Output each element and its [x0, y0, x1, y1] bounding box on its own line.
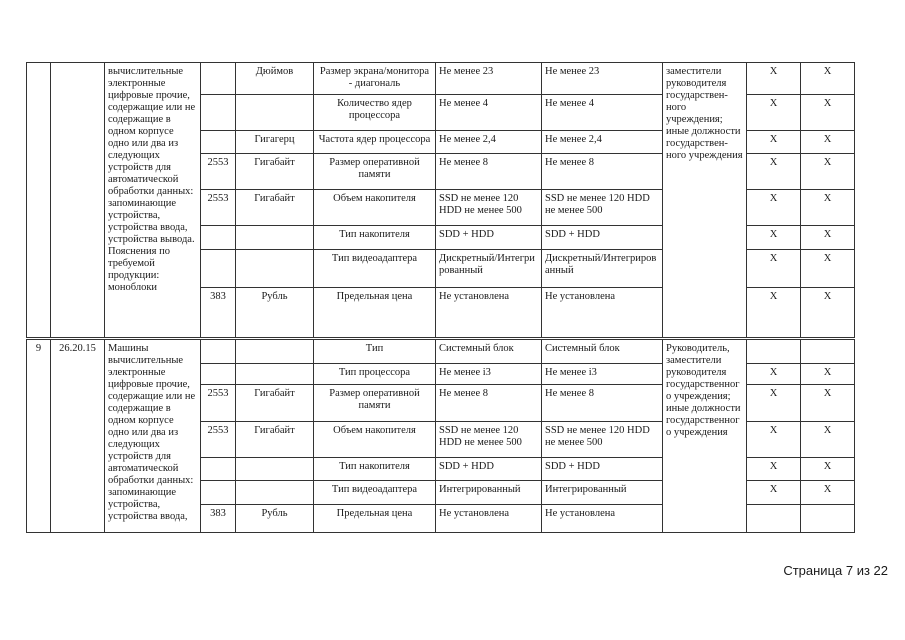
- value-established: Не установлена: [542, 288, 663, 338]
- deviation-justification-mark: X: [801, 458, 855, 481]
- item-number: 9: [27, 340, 51, 533]
- characteristic-name: Предельная цена: [314, 505, 436, 533]
- deviation-mark: X: [747, 364, 801, 385]
- okei-code: 2553: [201, 154, 236, 190]
- unit-name: [236, 458, 314, 481]
- okei-code: 2553: [201, 422, 236, 458]
- okei-code: [201, 250, 236, 288]
- unit-name: Рубль: [236, 505, 314, 533]
- deviation-justification-mark: X: [801, 288, 855, 338]
- okpd-code: [51, 63, 105, 338]
- table-row: [27, 340, 855, 364]
- deviation-justification-mark: X: [801, 226, 855, 250]
- value-established: Системный блок: [542, 340, 663, 364]
- unit-name: [236, 364, 314, 385]
- deviation-mark: X: [747, 154, 801, 190]
- unit-name: Дюймов: [236, 63, 314, 95]
- unit-name: Гигабайт: [236, 154, 314, 190]
- value-established: Не менее 8: [542, 154, 663, 190]
- characteristic-name: Количество ядер процессора: [314, 95, 436, 131]
- unit-name: Рубль: [236, 288, 314, 338]
- characteristic-name: Предельная цена: [314, 288, 436, 338]
- deviation-mark: X: [747, 190, 801, 226]
- value-approved: Не менее 2,4: [436, 131, 542, 154]
- value-approved: SDD + HDD: [436, 226, 542, 250]
- value-established: SDD + HDD: [542, 226, 663, 250]
- deviation-mark: X: [747, 95, 801, 131]
- okei-code: 2553: [201, 385, 236, 422]
- value-approved: Интегрированный: [436, 481, 542, 505]
- characteristic-name: Тип видеоадаптера: [314, 481, 436, 505]
- value-established: Не менее 4: [542, 95, 663, 131]
- value-established: Не менее 2,4: [542, 131, 663, 154]
- unit-name: [236, 340, 314, 364]
- characteristic-name: Объем накопителя: [314, 422, 436, 458]
- value-approved: Не установлена: [436, 505, 542, 533]
- okei-code: 2553: [201, 190, 236, 226]
- position-category: заместители руководителя государствен-ного учреждения; иные должности государствен-ного учреждения: [663, 63, 747, 338]
- unit-name: Гигагерц: [236, 131, 314, 154]
- okei-code: 383: [201, 288, 236, 338]
- value-established: SSD не менее 120 HDD не менее 500: [542, 190, 663, 226]
- characteristic-name: Тип накопителя: [314, 458, 436, 481]
- unit-name: Гигабайт: [236, 190, 314, 226]
- value-established: Не менее i3: [542, 364, 663, 385]
- value-established: Не менее 8: [542, 385, 663, 422]
- deviation-justification-mark: X: [801, 481, 855, 505]
- deviation-justification-mark: X: [801, 154, 855, 190]
- page-number: Страница 7 из 22: [783, 563, 888, 578]
- value-approved: Не менее 23: [436, 63, 542, 95]
- product-name: вычислительные электронные цифровые прочие, содержащие или не содержащие в одном корпусе одно или два из следующих устройств для автоматической обработки данных: запоминающие устройства, устройства ввода, устройства вывода. Пояснения по требуемой продукции: моноблоки: [105, 63, 201, 338]
- value-approved: Дискретный/Интегри рованный: [436, 250, 542, 288]
- value-established: SSD не менее 120 HDD не менее 500: [542, 422, 663, 458]
- deviation-justification-mark: X: [801, 364, 855, 385]
- deviation-mark: X: [747, 131, 801, 154]
- deviation-mark: X: [747, 288, 801, 338]
- deviation-justification-mark: X: [801, 95, 855, 131]
- deviation-justification-mark: X: [801, 385, 855, 422]
- value-approved: Не менее 8: [436, 154, 542, 190]
- unit-name: [236, 250, 314, 288]
- okei-code: [201, 364, 236, 385]
- item-number: [27, 63, 51, 338]
- deviation-mark: X: [747, 422, 801, 458]
- value-established: SDD + HDD: [542, 458, 663, 481]
- okei-code: [201, 340, 236, 364]
- requirements-table-item-9: [26, 339, 855, 533]
- unit-name: Гигабайт: [236, 385, 314, 422]
- value-approved: Не установлена: [436, 288, 542, 338]
- deviation-mark: X: [747, 63, 801, 95]
- deviation-justification-mark: X: [801, 422, 855, 458]
- value-established: Дискретный/Интегриров анный: [542, 250, 663, 288]
- unit-name: Гигабайт: [236, 422, 314, 458]
- okei-code: [201, 63, 236, 95]
- unit-name: [236, 481, 314, 505]
- value-approved: SDD + HDD: [436, 458, 542, 481]
- value-established: Интегрированный: [542, 481, 663, 505]
- deviation-mark: [747, 340, 801, 364]
- requirements-table-continued: [26, 62, 855, 338]
- okei-code: [201, 131, 236, 154]
- characteristic-name: Тип процессора: [314, 364, 436, 385]
- value-approved: Не менее 4: [436, 95, 542, 131]
- deviation-mark: [747, 505, 801, 533]
- deviation-justification-mark: [801, 505, 855, 533]
- table-row: [27, 63, 855, 95]
- deviation-justification-mark: X: [801, 131, 855, 154]
- deviation-justification-mark: X: [801, 63, 855, 95]
- characteristic-name: Размер оперативной памяти: [314, 154, 436, 190]
- deviation-mark: X: [747, 481, 801, 505]
- characteristic-name: Тип: [314, 340, 436, 364]
- okei-code: [201, 226, 236, 250]
- value-approved: SSD не менее 120 HDD не менее 500: [436, 422, 542, 458]
- characteristic-name: Размер оперативной памяти: [314, 385, 436, 422]
- okei-code: [201, 458, 236, 481]
- deviation-justification-mark: X: [801, 250, 855, 288]
- value-approved: SSD не менее 120 HDD не менее 500: [436, 190, 542, 226]
- okpd-code: 26.20.15: [51, 340, 105, 533]
- value-approved: Не менее i3: [436, 364, 542, 385]
- deviation-justification-mark: [801, 340, 855, 364]
- value-established: Не установлена: [542, 505, 663, 533]
- characteristic-name: Размер экрана/монитора - диагональ: [314, 63, 436, 95]
- unit-name: [236, 226, 314, 250]
- characteristic-name: Частота ядер процессора: [314, 131, 436, 154]
- deviation-mark: X: [747, 226, 801, 250]
- okei-code: [201, 481, 236, 505]
- characteristic-name: Объем накопителя: [314, 190, 436, 226]
- deviation-justification-mark: X: [801, 190, 855, 226]
- unit-name: [236, 95, 314, 131]
- deviation-mark: X: [747, 385, 801, 422]
- position-category: Руководитель, заместители руководителя государственног о учреждения; иные должности государственног о учреждения: [663, 340, 747, 533]
- okei-code: 383: [201, 505, 236, 533]
- value-established: Не менее 23: [542, 63, 663, 95]
- product-name: Машины вычислительные электронные цифровые прочие, содержащие или не содержащие в одном корпусе одно или два из следующих устройств для автоматической обработки данных: запоминающие устройства, устройства ввода,: [105, 340, 201, 533]
- characteristic-name: Тип накопителя: [314, 226, 436, 250]
- deviation-mark: X: [747, 250, 801, 288]
- value-approved: Не менее 8: [436, 385, 542, 422]
- characteristic-name: Тип видеоадаптера: [314, 250, 436, 288]
- deviation-mark: X: [747, 458, 801, 481]
- okei-code: [201, 95, 236, 131]
- value-approved: Системный блок: [436, 340, 542, 364]
